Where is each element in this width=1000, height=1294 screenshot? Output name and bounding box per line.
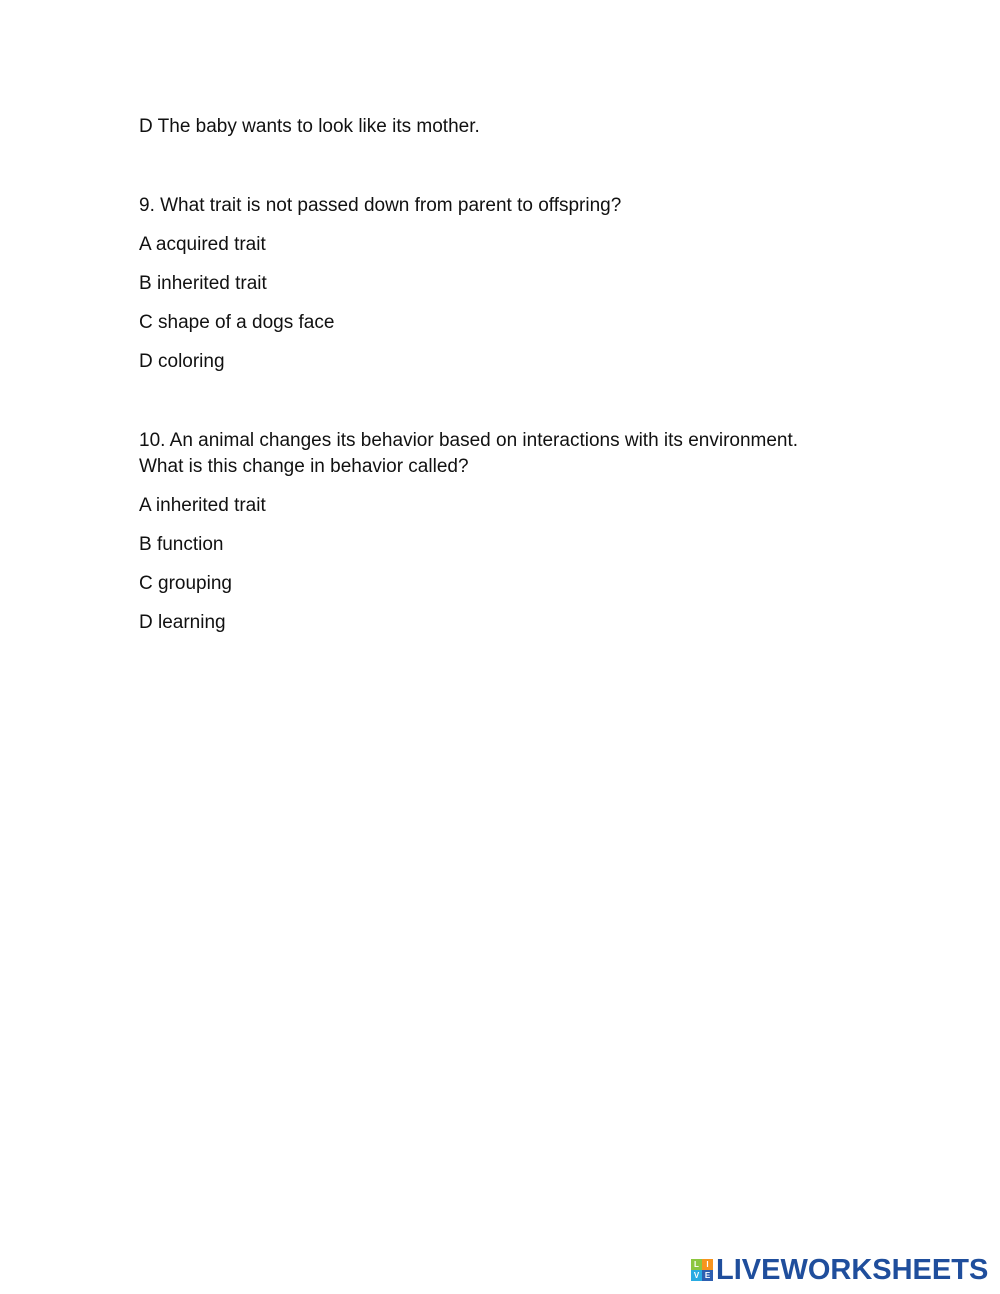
liveworksheets-mark-icon bbox=[691, 1259, 713, 1281]
liveworksheets-wordmark: LIVEWORKSHEETS bbox=[716, 1254, 989, 1286]
q10-question-line2: What is this change in behavior called? bbox=[139, 456, 469, 477]
q10-option-a: A inherited trait bbox=[139, 495, 266, 516]
q10-option-c: C grouping bbox=[139, 573, 232, 594]
q8-option-d: D The baby wants to look like its mother. bbox=[139, 116, 480, 137]
logo-mark-letter: E bbox=[702, 1270, 713, 1281]
liveworksheets-logo bbox=[691, 1254, 988, 1286]
q10-option-d: D learning bbox=[139, 612, 226, 633]
q9-question: 9. What trait is not passed down from parent to offspring? bbox=[139, 195, 622, 216]
q9-option-c: C shape of a dogs face bbox=[139, 312, 335, 333]
q10-question-line1: 10. An animal changes its behavior based on interactions with its environment. bbox=[139, 430, 799, 451]
q9-option-d: D coloring bbox=[139, 351, 225, 372]
logo-mark-letter: L bbox=[691, 1259, 702, 1270]
logo-mark-letter: V bbox=[691, 1270, 702, 1281]
q9-option-b: B inherited trait bbox=[139, 273, 267, 294]
q10-option-b: B function bbox=[139, 534, 224, 555]
q9-option-a: A acquired trait bbox=[139, 234, 266, 255]
logo-mark-letter: I bbox=[702, 1259, 713, 1270]
